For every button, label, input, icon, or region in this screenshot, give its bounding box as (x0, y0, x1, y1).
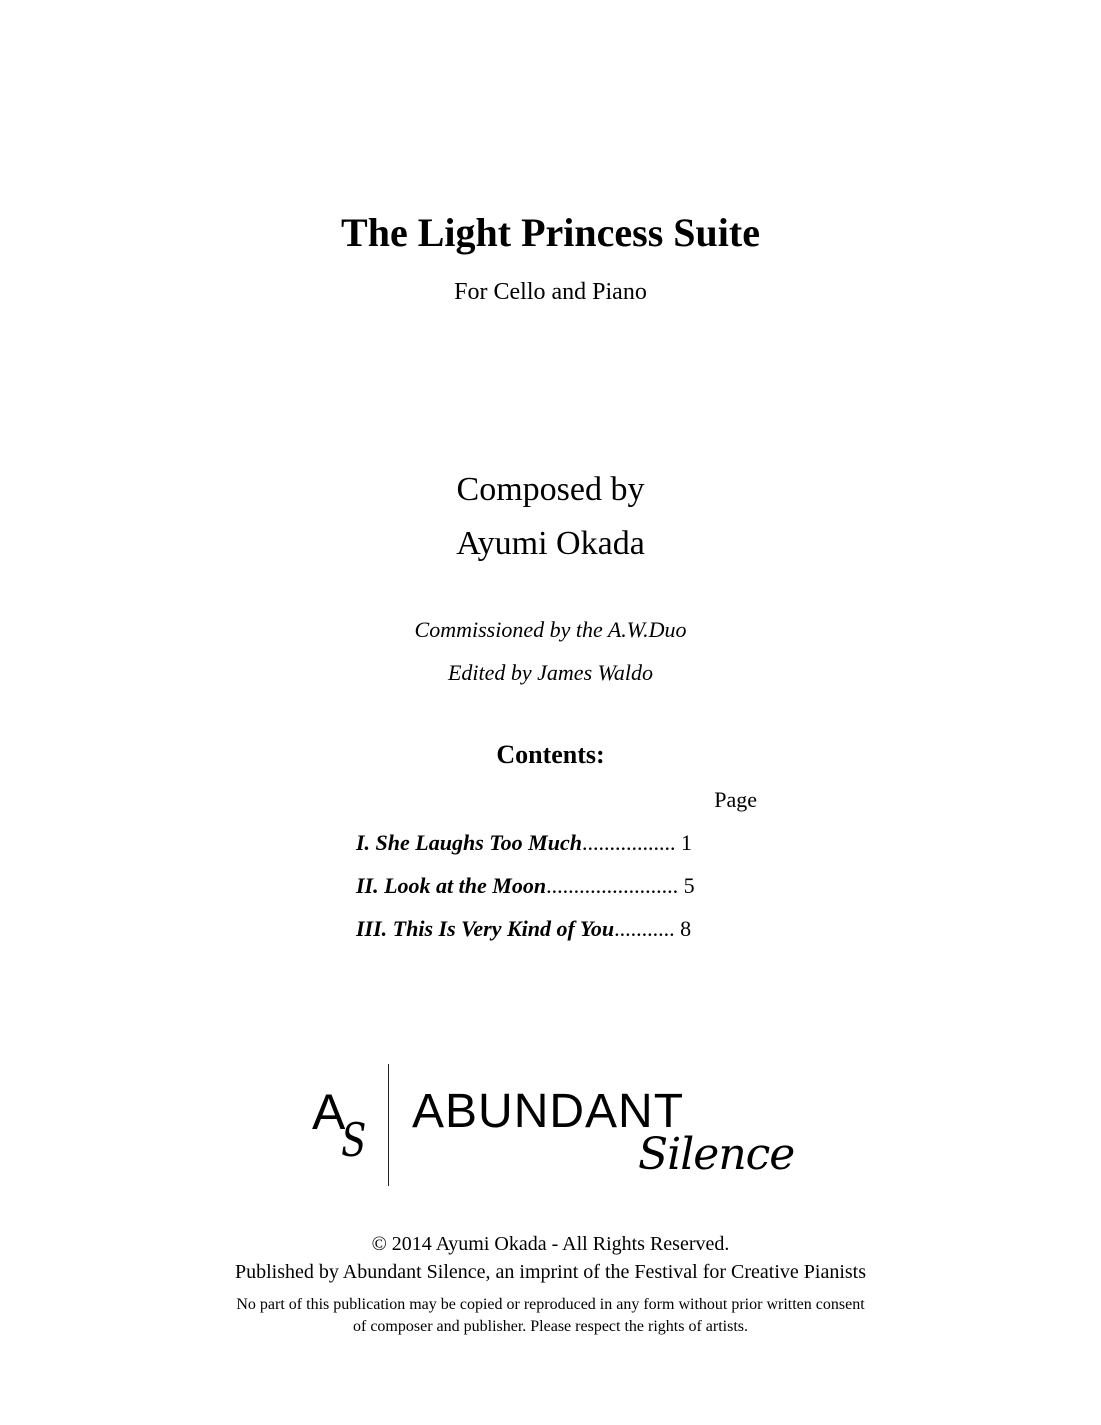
page-title: The Light Princess Suite (341, 210, 760, 255)
logo-divider (388, 1064, 389, 1186)
toc-entry-page: 5 (683, 873, 695, 898)
composer-name: Ayumi Okada (456, 525, 645, 562)
toc-entry-title: I. She Laughs Too Much (356, 830, 582, 855)
toc-entry (356, 829, 692, 857)
toc-entry (356, 872, 695, 900)
toc-entry-leader: ........................ (546, 873, 679, 898)
logo-wordmark: ABUNDANT (412, 1085, 685, 1138)
logo-monogram-a: A (312, 1084, 346, 1140)
logo-monogram-s: S (341, 1113, 367, 1167)
toc-entry-page: 8 (680, 916, 692, 941)
page-column-header: Page (714, 787, 757, 812)
toc-entry-title: II. Look at the Moon (356, 873, 547, 898)
publisher-logo (308, 1062, 808, 1192)
editor-credit: Edited by James Waldo (447, 660, 654, 685)
rights-notice-line: of composer and publisher. Please respect the rights of artists. (352, 1318, 748, 1335)
toc-entry-leader: ................. (581, 830, 676, 855)
rights-notice-line: No part of this publication may be copied or reproduced in any form without prior written consent (236, 1296, 865, 1313)
copyright-notice: © 2014 Ayumi Okada - All Rights Reserved. (371, 1233, 730, 1255)
toc-entry-leader: ........... (614, 916, 675, 941)
subtitle: For Cello and Piano (454, 279, 647, 305)
logo-script: Silence (638, 1129, 795, 1180)
publisher-line: Published by Abundant Silence, an imprint of the Festival for Creative Pianists (234, 1261, 867, 1283)
contents-heading: Contents: (496, 740, 605, 769)
toc-entry-title: III. This Is Very Kind of You (356, 916, 615, 941)
toc-entry-page: 1 (680, 830, 692, 855)
composed-by-label: Composed by (456, 471, 645, 508)
commission-credit: Commissioned by the A.W.Duo (414, 617, 687, 642)
toc-entry (356, 915, 691, 943)
